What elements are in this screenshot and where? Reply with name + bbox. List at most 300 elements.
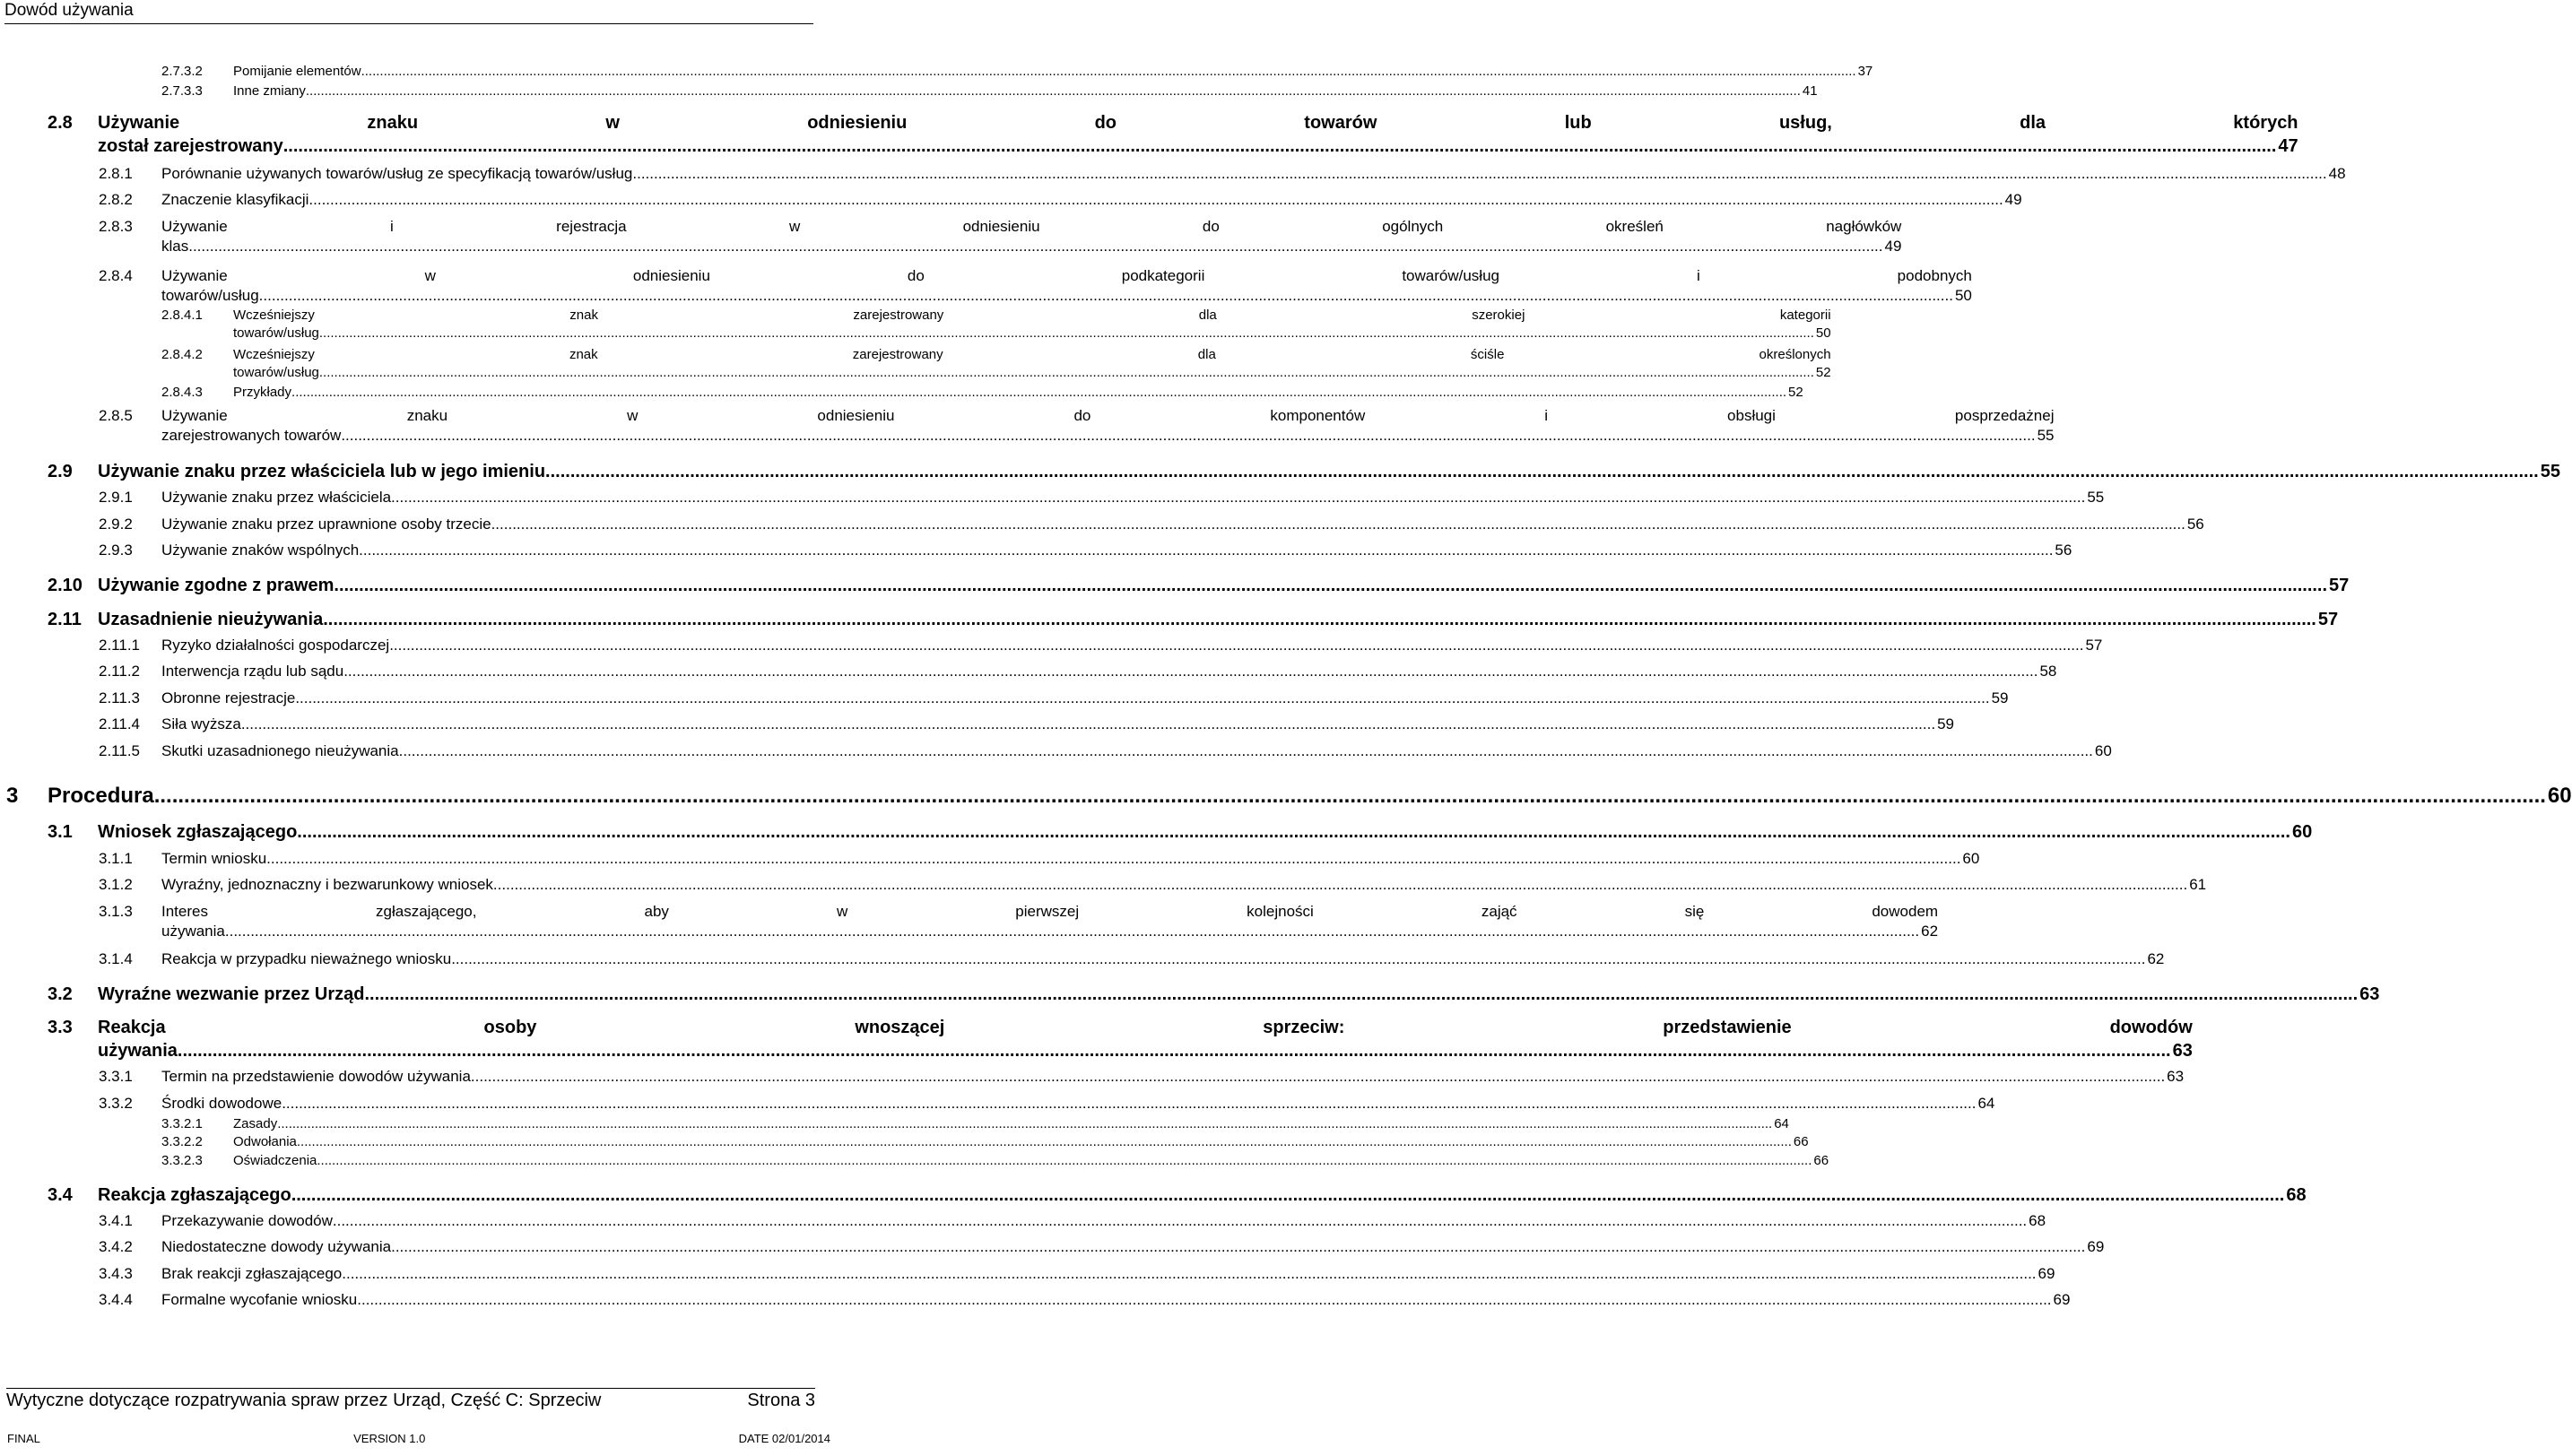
toc-entry-number: 3.1 — [48, 822, 73, 842]
toc-entry[interactable] — [161, 384, 1803, 402]
toc-entry-page: 48 — [2328, 165, 2346, 182]
toc-entry-number: 2.9.1 — [99, 489, 133, 506]
toc-dot-leader: ................................................................................................................................................................................................................................................................................................................................................................................................................ — [297, 822, 2290, 842]
toc-dot-leader: ................................................................................................................................................................................................................................................................................................................................................................................................................ — [470, 1068, 2166, 1085]
toc-dot-leader: ................................................................................................................................................................................................................................................................................................................................................................................................................ — [334, 576, 2328, 595]
toc-entry-word: i — [1544, 407, 1549, 424]
toc-entry-title: Wyraźny, jednoznaczny i bezwarunkowy wniosek — [161, 876, 493, 893]
toc-entry-word: usług, — [1778, 113, 1832, 133]
toc-entry-title: Procedura — [48, 784, 154, 808]
toc-entry-body — [233, 63, 1873, 81]
toc-entry-title: Siła wyższa — [161, 715, 241, 732]
toc-entry[interactable] — [6, 784, 2572, 809]
toc-dot-leader: ................................................................................................................................................................................................................................................................................................................................................................................................................ — [291, 1185, 2285, 1205]
toc-entry-text-line — [161, 266, 1972, 286]
toc-entry-page: 55 — [2540, 462, 2560, 481]
toc-entry-word: kategorii — [1779, 308, 1831, 323]
toc-dot-leader: ................................................................................................................................................................................................................................................................................................................................................................................................................ — [305, 83, 1801, 99]
toc-entry-body — [161, 875, 2206, 895]
header-title: Dowód używania — [4, 1, 134, 20]
toc-entry-word: znaku — [406, 407, 448, 424]
toc-entry[interactable] — [48, 111, 2298, 158]
toc-entry-body — [233, 82, 1818, 100]
toc-entry-body — [161, 1237, 2104, 1257]
toc-entry-page: 63 — [2167, 1068, 2185, 1085]
toc-entry-text-line — [98, 111, 2298, 134]
toc-entry-page: 64 — [1977, 1095, 1995, 1112]
toc-entry-word: do — [907, 267, 925, 284]
toc-entry-number: 3.3.2.2 — [161, 1134, 203, 1149]
toc-entry-number: 3.4.1 — [99, 1212, 133, 1229]
toc-entry-body — [161, 1264, 2055, 1284]
toc-entry-page: 52 — [1815, 365, 1831, 380]
toc-entry-word: Używanie — [161, 407, 228, 424]
toc-entry[interactable] — [99, 662, 2057, 681]
toc-entry-word: się — [1684, 903, 1705, 920]
toc-entry-word: dowodów — [2109, 1018, 2193, 1037]
toc-entry-title: towarów/usług — [233, 325, 319, 341]
toc-entry-word: Wcześniejszy — [233, 308, 315, 323]
toc-dot-leader: ................................................................................................................................................................................................................................................................................................................................................................................................................ — [451, 950, 2146, 967]
toc-dot-leader: ................................................................................................................................................................................................................................................................................................................................................................................................................ — [632, 165, 2327, 182]
toc-entry-page: 57 — [2085, 637, 2103, 654]
toc-entry-page: 60 — [1962, 850, 1980, 867]
toc-entry-title: Ryzyko działalności gospodarczej — [161, 637, 390, 654]
toc-entry-page: 69 — [2053, 1291, 2071, 1308]
toc-entry-number: 3.1.3 — [99, 903, 133, 920]
toc-entry[interactable] — [161, 1152, 1829, 1170]
toc-entry-body — [233, 1115, 1789, 1133]
toc-entry-word: posprzedażnej — [1954, 407, 2055, 424]
toc-entry-body — [161, 164, 2346, 184]
toc-entry-page: 50 — [1954, 287, 1972, 304]
toc-entry-number: 3.1.4 — [99, 950, 133, 967]
toc-entry-number: 2.11.4 — [99, 715, 141, 732]
toc-entry-number: 2.10 — [48, 576, 83, 595]
toc-entry[interactable] — [161, 346, 1831, 382]
toc-entry-title: Wniosek zgłaszającego — [98, 822, 298, 842]
toc-entry-body — [48, 784, 2572, 809]
toc-dot-leader: ................................................................................................................................................................................................................................................................................................................................................................................................................ — [491, 516, 2185, 533]
toc-entry-title: Skutki uzasadnionego nieużywania — [161, 742, 399, 759]
toc-entry[interactable] — [48, 820, 2313, 844]
toc-entry-page: 62 — [2147, 950, 2165, 967]
toc-entry-body — [161, 406, 2055, 446]
toc-entry-number: 2.7.3.3 — [161, 83, 203, 99]
toc-entry-title: zarejestrowanych towarów — [161, 427, 342, 444]
toc-entry-number: 2.8.2 — [99, 191, 133, 208]
toc-entry[interactable] — [99, 741, 2112, 761]
toc-entry-title: Inne zmiany — [233, 83, 306, 99]
toc-entry[interactable] — [99, 1290, 2071, 1310]
toc-entry-page: 69 — [2087, 1238, 2105, 1255]
toc-entry-title: Reakcja zgłaszającego — [98, 1185, 291, 1205]
toc-entry-page: 63 — [2172, 1041, 2193, 1061]
toc-entry-word: podobnych — [1897, 267, 1972, 284]
toc-entry[interactable] — [99, 515, 2204, 534]
toc-entry-page: 58 — [2039, 663, 2057, 680]
toc-entry-body — [161, 689, 2009, 708]
toc-entry-body — [161, 1067, 2184, 1087]
toc-entry-page: 55 — [2087, 489, 2105, 506]
toc-dot-leader: ................................................................................................................................................................................................................................................................................................................................................................................................................ — [318, 325, 1814, 341]
toc-entry-number: 3.4.4 — [99, 1291, 133, 1308]
toc-dot-leader: ................................................................................................................................................................................................................................................................................................................................................................................................................ — [391, 489, 2086, 506]
toc-entry-body — [161, 515, 2204, 534]
toc-entry-page: 60 — [2547, 784, 2572, 808]
toc-entry-word: Reakcja — [98, 1018, 166, 1037]
toc-entry-body — [161, 849, 1979, 869]
toc-entry-title: Pomijanie elementów — [233, 64, 361, 79]
toc-entry-page: 66 — [1793, 1134, 1809, 1149]
toc-entry[interactable] — [161, 1133, 1809, 1151]
toc-entry-number: 3.1.2 — [99, 876, 133, 893]
toc-entry[interactable] — [99, 541, 2072, 560]
toc-entry-page: 69 — [2038, 1265, 2055, 1282]
toc-dot-leader: ................................................................................................................................................................................................................................................................................................................................................................................................................ — [317, 1153, 1812, 1168]
toc-entry[interactable] — [99, 636, 2103, 655]
toc-entry-number: 3 — [6, 784, 19, 808]
toc-entry-title: Brak reakcji zgłaszającego — [161, 1265, 343, 1282]
toc-entry-body — [161, 1211, 2046, 1231]
toc-dot-leader: ................................................................................................................................................................................................................................................................................................................................................................................................................ — [492, 876, 2188, 893]
toc-entry-word: ściśle — [1470, 347, 1505, 362]
toc-entry-title: Termin na przedstawienie dowodów używania — [161, 1068, 471, 1085]
toc-entry[interactable] — [99, 1264, 2055, 1284]
toc-dot-leader: ................................................................................................................................................................................................................................................................................................................................................................................................................ — [153, 784, 2546, 808]
toc-entry-word: odniesieniu — [817, 407, 895, 424]
toc-entry-word: osoby — [483, 1018, 537, 1037]
toc-entry-title: Wyraźne wezwanie przez Urząd — [98, 984, 365, 1004]
toc-entry-body — [161, 715, 1954, 734]
toc-entry-title: Znaczenie klasyfikacji — [161, 191, 309, 208]
toc-entry-page: 56 — [2055, 542, 2072, 559]
toc-entry-body — [98, 460, 2560, 483]
toc-entry-body — [161, 902, 1938, 941]
toc-entry-word: sprzeciw: — [1263, 1018, 1345, 1037]
toc-entry-number: 2.7.3.2 — [161, 64, 203, 79]
toc-entry-body — [233, 346, 1831, 382]
toc-entry-word: do — [1094, 113, 1117, 133]
toc-entry-title: Termin wniosku — [161, 850, 267, 867]
toc-entry-title: Przekazywanie dowodów — [161, 1212, 333, 1229]
toc-entry[interactable] — [48, 608, 2339, 631]
toc-dot-leader: ................................................................................................................................................................................................................................................................................................................................................................................................................ — [295, 689, 1990, 706]
toc-entry-title: Reakcja w przypadku nieważnego wniosku — [161, 950, 452, 967]
toc-dot-leader: ................................................................................................................................................................................................................................................................................................................................................................................................................ — [343, 663, 2038, 680]
toc-entry-page: 61 — [2189, 876, 2207, 893]
toc-dot-leader: ................................................................................................................................................................................................................................................................................................................................................................................................................ — [389, 637, 2084, 654]
toc-entry-word: dla — [1197, 347, 1216, 362]
toc-entry-word: zająć — [1481, 903, 1517, 920]
toc-entry-body — [161, 741, 2112, 761]
toc-entry[interactable] — [48, 574, 2350, 597]
toc-entry-word: odniesieniu — [807, 113, 908, 133]
toc-dot-leader: ................................................................................................................................................................................................................................................................................................................................................................................................................ — [342, 1265, 2037, 1282]
toc-entry-page: 68 — [2286, 1185, 2307, 1205]
toc-entry[interactable] — [48, 460, 2560, 483]
toc-entry-body — [161, 488, 2104, 507]
toc-entry[interactable] — [161, 63, 1873, 81]
toc-entry-page: 59 — [1937, 715, 1954, 732]
toc-entry-word: odniesieniu — [632, 267, 710, 284]
toc-entry-word: określonych — [1759, 347, 1831, 362]
toc-entry-word: do — [1073, 407, 1091, 424]
toc-entry-page: 47 — [2278, 136, 2298, 156]
toc-dot-leader: ................................................................................................................................................................................................................................................................................................................................................................................................................ — [364, 984, 2359, 1004]
toc-entry-title: został zarejestrowany — [98, 136, 283, 156]
toc-entry[interactable] — [99, 190, 2022, 210]
toc-entry-word: i — [1696, 267, 1700, 284]
toc-entry-number: 3.1.1 — [99, 850, 133, 867]
toc-entry-word: Wcześniejszy — [233, 347, 315, 362]
toc-entry-body — [98, 983, 2379, 1006]
toc-entry-word: szerokiej — [1472, 308, 1525, 323]
toc-entry-title: Używanie znaków wspólnych — [161, 542, 360, 559]
toc-entry-body — [233, 1133, 1809, 1151]
toc-entry[interactable] — [99, 266, 1972, 306]
toc-entry-number: 2.8.4.3 — [161, 385, 203, 400]
toc-dot-leader: ................................................................................................................................................................................................................................................................................................................................................................................................................ — [357, 1291, 2052, 1308]
toc-entry-body — [98, 111, 2298, 158]
toc-entry-body — [161, 636, 2102, 655]
toc-entry-word: kolejności — [1247, 903, 1314, 920]
toc-entry[interactable] — [99, 849, 1980, 869]
toc-entry-title: Przykłady — [233, 385, 292, 400]
toc-dot-leader: ................................................................................................................................................................................................................................................................................................................................................................................................................ — [391, 1238, 2086, 1255]
toc-dot-leader: ................................................................................................................................................................................................................................................................................................................................................................................................................ — [323, 610, 2316, 629]
toc-entry-word: których — [2233, 113, 2298, 133]
toc-dot-leader: ................................................................................................................................................................................................................................................................................................................................................................................................................ — [258, 287, 1953, 304]
toc-dot-leader: ................................................................................................................................................................................................................................................................................................................................................................................................................ — [266, 850, 1961, 867]
toc-dot-leader: ................................................................................................................................................................................................................................................................................................................................................................................................................ — [177, 1041, 2171, 1061]
toc-entry-page: 64 — [1774, 1116, 1789, 1131]
toc-entry-word: przedstawienie — [1663, 1018, 1792, 1037]
toc-entry-text-line — [161, 217, 1901, 237]
footer-version: VERSION 1.0 — [353, 1432, 426, 1445]
toc-entry-page: 41 — [1802, 83, 1818, 99]
toc-entry-word: pierwszej — [1015, 903, 1080, 920]
toc-entry-word: do — [1202, 218, 1220, 235]
toc-entry-word: w — [424, 267, 436, 284]
toc-entry-number: 3.3.2 — [99, 1095, 133, 1112]
toc-dot-leader: ................................................................................................................................................................................................................................................................................................................................................................................................................ — [318, 365, 1814, 380]
toc-entry-body — [161, 217, 1901, 256]
toc-entry-word: wnoszącej — [855, 1018, 945, 1037]
toc-entry-body — [161, 1290, 2070, 1310]
toc-entry-word: aby — [644, 903, 669, 920]
toc-entry-body — [161, 541, 2072, 560]
toc-entry-page: 60 — [2291, 822, 2313, 842]
toc-entry[interactable] — [99, 949, 2165, 969]
toc-entry-body — [98, 820, 2312, 844]
toc-entry-word: Używanie — [161, 267, 228, 284]
toc-entry-number: 3.3 — [48, 1018, 73, 1037]
toc-entry[interactable] — [48, 1016, 2193, 1062]
toc-entry[interactable] — [99, 715, 1954, 734]
toc-entry-title: Porównanie używanych towarów/usług ze specyfikacją towarów/usług — [161, 165, 633, 182]
toc-entry[interactable] — [99, 1067, 2185, 1087]
toc-entry-page: 57 — [2317, 610, 2339, 629]
toc-entry-page: 56 — [2186, 516, 2204, 533]
toc-entry[interactable] — [99, 217, 1902, 256]
toc-entry-number: 3.4.2 — [99, 1238, 133, 1255]
toc-entry-title: Używanie znaku przez uprawnione osoby trzecie — [161, 516, 491, 533]
toc-entry[interactable] — [99, 902, 1939, 941]
toc-entry-body — [233, 384, 1803, 402]
toc-entry-body — [98, 1016, 2193, 1062]
footer-status: FINAL — [7, 1432, 40, 1445]
toc-entry-number: 3.3.2.3 — [161, 1153, 203, 1168]
footer-title-bar — [6, 1388, 815, 1412]
toc-entry-page: 52 — [1788, 385, 1803, 400]
toc-entry-word: komponentów — [1270, 407, 1366, 424]
toc-entry-number: 3.3.1 — [99, 1068, 133, 1085]
footer-page-number: Strona 3 — [747, 1391, 815, 1410]
toc-entry-page: 49 — [1884, 238, 1902, 255]
toc-entry-word: zarejestrowany — [852, 347, 943, 362]
toc-entry-page: 57 — [2329, 576, 2350, 595]
toc-entry[interactable] — [48, 1183, 2307, 1207]
toc-entry-word: towarów — [1304, 113, 1377, 133]
toc-entry-body — [161, 949, 2164, 969]
toc-entry-number: 2.8.1 — [99, 165, 133, 182]
toc-entry-body — [161, 190, 2022, 210]
toc-entry[interactable] — [161, 307, 1831, 342]
toc-entry-title: towarów/usług — [233, 365, 319, 380]
toc-entry-body — [233, 1152, 1829, 1170]
toc-dot-leader: ................................................................................................................................................................................................................................................................................................................................................................................................................ — [282, 1095, 1977, 1112]
toc-entry[interactable] — [99, 1237, 2105, 1257]
toc-entry-word: w — [605, 113, 620, 133]
toc-entry-number: 2.8.4.2 — [161, 347, 203, 362]
toc-entry-word: obsługi — [1727, 407, 1776, 424]
toc-entry-text-line — [98, 1016, 2193, 1039]
toc-entry-title: Uzasadnienie nieużywania — [98, 610, 324, 629]
toc-entry[interactable] — [99, 689, 2009, 708]
toc-entry-word: dla — [1198, 308, 1217, 323]
toc-entry-word: w — [836, 903, 848, 920]
toc-entry-body — [98, 1183, 2307, 1207]
toc-entry-number: 2.11.2 — [99, 663, 141, 680]
toc-entry-number: 2.8.3 — [99, 218, 133, 235]
toc-entry[interactable] — [99, 1211, 2046, 1231]
toc-entry[interactable] — [99, 164, 2346, 184]
toc-entry-word: znak — [569, 308, 598, 323]
toc-entry-word: odniesieniu — [962, 218, 1040, 235]
toc-entry-title: Zasady — [233, 1116, 278, 1131]
toc-entry-title: używania — [161, 923, 225, 940]
toc-entry-number: 2.9.2 — [99, 516, 133, 533]
toc-dot-leader: ................................................................................................................................................................................................................................................................................................................................................................................................................ — [277, 1116, 1773, 1131]
toc-entry-word: podkategorii — [1121, 267, 1205, 284]
toc-entry-word: w — [788, 218, 801, 235]
toc-entry-page: 60 — [2094, 742, 2112, 759]
toc-entry-word: Interes — [161, 903, 208, 920]
toc-entry-word: zgłaszającego, — [376, 903, 477, 920]
toc-entry-text-line — [233, 346, 1831, 364]
toc-entry-page: 62 — [1921, 923, 1939, 940]
toc-entry[interactable] — [48, 983, 2380, 1006]
toc-entry-body — [98, 574, 2349, 597]
toc-entry-number: 2.9.3 — [99, 542, 133, 559]
toc-entry-word: w — [627, 407, 639, 424]
toc-entry-number: 2.9 — [48, 462, 73, 481]
toc-entry-number: 2.8.5 — [99, 407, 133, 424]
toc-entry-number: 3.4 — [48, 1185, 73, 1205]
toc-entry-body — [161, 266, 1972, 306]
toc-entry-page: 68 — [2029, 1212, 2046, 1229]
toc-dot-leader: ................................................................................................................................................................................................................................................................................................................................................................................................................ — [398, 742, 2093, 759]
toc-entry-body — [161, 662, 2056, 681]
toc-entry-text-line — [161, 406, 2055, 426]
toc-dot-leader: ................................................................................................................................................................................................................................................................................................................................................................................................................ — [341, 427, 2036, 444]
toc-entry-word: nagłówków — [1826, 218, 1902, 235]
toc-entry-word: dla — [2020, 113, 2046, 133]
toc-entry-title: klas — [161, 238, 189, 255]
toc-dot-leader: ................................................................................................................................................................................................................................................................................................................................................................................................................ — [332, 1212, 2028, 1229]
toc-entry-title: Niedostateczne dowody używania — [161, 1238, 392, 1255]
footer-date: DATE 02/01/2014 — [738, 1432, 830, 1445]
toc-entry-title: Używanie znaku przez właściciela lub w jego imieniu — [98, 462, 546, 481]
toc-entry-title: Używanie zgodne z prawem — [98, 576, 335, 595]
toc-entry-word: dowodem — [1872, 903, 1939, 920]
toc-entry-page: 63 — [2359, 984, 2380, 1004]
toc-dot-leader: ................................................................................................................................................................................................................................................................................................................................................................................................................ — [291, 385, 1787, 400]
toc-entry-title: Formalne wycofanie wniosku — [161, 1291, 358, 1308]
toc-dot-leader: ................................................................................................................................................................................................................................................................................................................................................................................................................ — [359, 542, 2054, 559]
toc-entry-body — [161, 1094, 1994, 1114]
toc-entry[interactable] — [161, 82, 1818, 100]
toc-entry-title: Oświadczenia — [233, 1153, 317, 1168]
toc-dot-leader: ................................................................................................................................................................................................................................................................................................................................................................................................................ — [361, 64, 1856, 79]
toc-entry-title: Interwencja rządu lub sądu — [161, 663, 344, 680]
toc-entry-word: znaku — [367, 113, 419, 133]
toc-entry-word: lub — [1564, 113, 1592, 133]
toc-entry-number: 2.11 — [48, 610, 82, 629]
footer-document-title: Wytyczne dotyczące rozpatrywania spraw przez Urząd, Część C: Sprzeciw — [6, 1391, 602, 1410]
toc-dot-leader: ................................................................................................................................................................................................................................................................................................................................................................................................................ — [240, 715, 1936, 732]
toc-entry[interactable] — [99, 875, 2207, 895]
toc-entry[interactable] — [99, 488, 2105, 507]
toc-entry[interactable] — [99, 1094, 1995, 1114]
toc-dot-leader: ................................................................................................................................................................................................................................................................................................................................................................................................................ — [224, 923, 1920, 940]
toc-entry-number: 2.8.4.1 — [161, 308, 203, 323]
toc-entry-title: towarów/usług — [161, 287, 259, 304]
toc-entry-number: 2.11.1 — [99, 637, 141, 654]
toc-entry-title: używania — [98, 1041, 178, 1061]
toc-entry-text-line — [161, 902, 1938, 922]
toc-entry-word: Używanie — [161, 218, 228, 235]
toc-entry-page: 50 — [1815, 325, 1831, 341]
footer-meta — [7, 1431, 830, 1447]
toc-entry-word: towarów/usług — [1402, 267, 1499, 284]
toc-entry-word: Używanie — [98, 113, 180, 133]
toc-entry-page: 37 — [1857, 64, 1873, 79]
toc-entry-number: 3.2 — [48, 984, 73, 1004]
toc-entry-number: 3.4.3 — [99, 1265, 133, 1282]
toc-entry-word: rejestracja — [556, 218, 627, 235]
toc-entry[interactable] — [99, 406, 2055, 446]
toc-entry-title: Obronne rejestracje — [161, 689, 296, 706]
toc-entry-number: 2.11.5 — [99, 742, 141, 759]
toc-entry-title: Środki dowodowe — [161, 1095, 282, 1112]
toc-entry-word: i — [390, 218, 394, 235]
toc-entry-body — [233, 307, 1831, 342]
toc-entry[interactable] — [161, 1115, 1789, 1133]
toc-entry-word: ogólnych — [1382, 218, 1444, 235]
toc-entry-word: zarejestrowany — [853, 308, 944, 323]
